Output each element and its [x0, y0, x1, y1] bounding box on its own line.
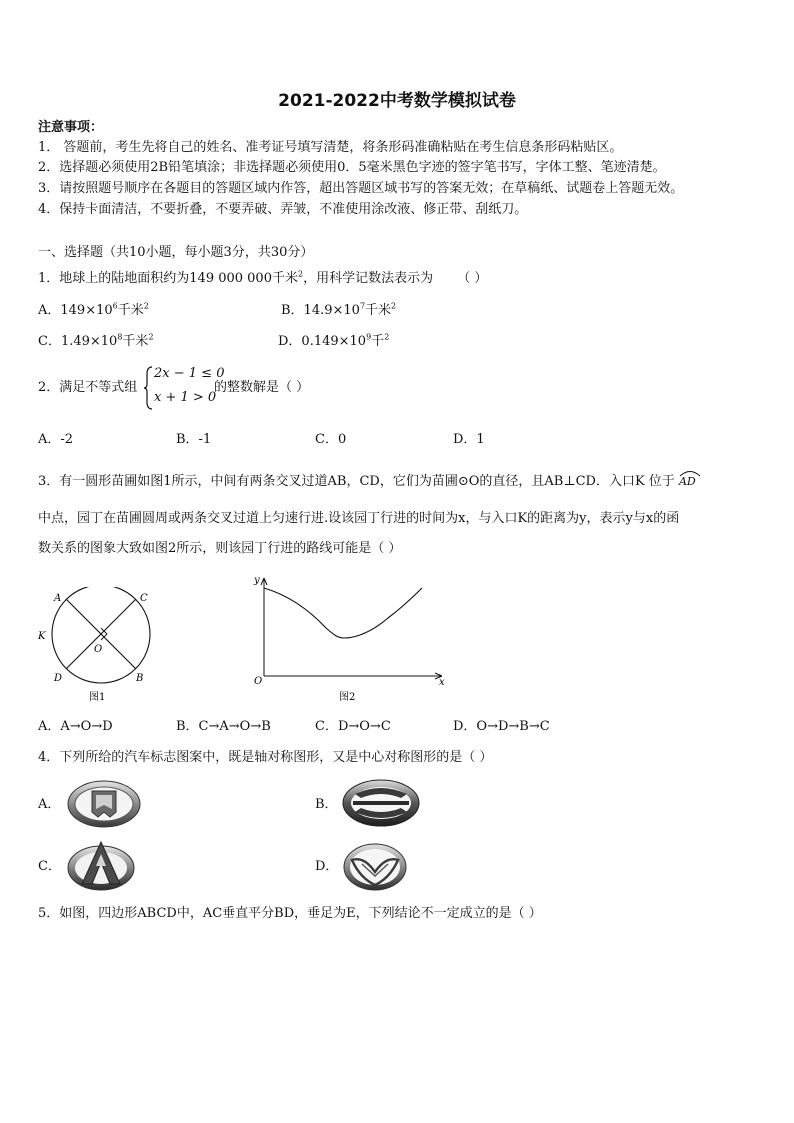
label-k: K	[38, 631, 46, 642]
q1-answer-paren: （ ）	[457, 271, 488, 286]
q3-option-c[interactable]: C．D→O→C	[315, 719, 391, 734]
q2-option-c[interactable]: C．0	[315, 432, 347, 447]
figure-1-caption: 图1	[89, 692, 106, 703]
q1-option-d-exp: 9	[366, 332, 372, 342]
label-a: A	[54, 593, 62, 604]
arc-symbol-icon	[679, 469, 701, 477]
q2-inequality-1: 2x − 1 ≤ 0	[154, 366, 225, 381]
q3-line-3: 数关系的图象大致如图2所示，则该园丁行进的路线可能是（ ）	[38, 541, 402, 556]
q1-option-a-unit-sup: 2	[143, 301, 149, 311]
notice-item-2: 2．选择题必须使用2B铅笔填涂；非选择题必须使用0．5毫米黑色字迹的签字笔书写，字体工整、笔迹清楚。	[38, 160, 666, 175]
page-title: 2021-2022中考数学模拟试卷	[278, 91, 516, 111]
q2-option-b[interactable]: B．-1	[176, 432, 212, 447]
q1-option-c-unit: 千米	[122, 334, 149, 349]
q4-option-c-label[interactable]: C．	[38, 859, 61, 874]
q3-option-a[interactable]: A．A→O→D	[38, 719, 113, 734]
x-axis-label: x	[439, 677, 445, 688]
q4-option-a-label[interactable]: A．	[38, 797, 61, 812]
y-axis-label: y	[254, 575, 260, 586]
q3-arc-letters: AD	[678, 475, 696, 488]
q1-option-a-text: A．149×10	[38, 303, 113, 318]
q1-option-d-text: D．0.149×10	[278, 334, 367, 349]
q1-option-c-text: C．1.49×10	[38, 334, 118, 349]
q1-option-b-unit-sup: 2	[391, 301, 397, 311]
figure-1-circle	[36, 587, 162, 707]
q2-inequality-2: x + 1 > 0	[154, 390, 217, 405]
q1-option-d-unit: 千	[371, 334, 385, 349]
q1-option-b-unit: 千米	[365, 303, 392, 318]
q1-option-a[interactable]	[38, 302, 149, 320]
q1-option-d[interactable]	[278, 333, 389, 351]
notice-heading: 注意事项：	[38, 120, 104, 135]
q1-stem	[38, 270, 487, 288]
q1-stem-sup: 2	[297, 269, 304, 279]
notice-item-1: 1． 答题前，考生先将自己的姓名、准考证号填写清楚，将条形码准确粘贴在考生信息条形码粘贴区。	[38, 140, 623, 155]
q3-arc-label	[679, 473, 696, 491]
q1-stem-tail: ，用科学记数法表示为	[303, 271, 434, 286]
right-angle-mark	[101, 628, 107, 640]
q4-option-b-label[interactable]: B．	[315, 797, 338, 812]
section-heading: 一、选择题（共10小题，每小题3分，共30分）	[38, 245, 314, 260]
mazda-logo-icon	[342, 842, 408, 892]
label-o: O	[94, 644, 103, 655]
q1-option-c[interactable]	[38, 333, 154, 351]
q3-line-2: 中点，园丁在苗圃圆周或两条交叉过道上匀速行进.设该园丁行进的时间为x，与入口K的距离为y，表示y与x的函	[38, 511, 680, 526]
q2-option-a[interactable]: A．-2	[38, 432, 74, 447]
label-c: C	[140, 593, 148, 604]
q1-option-a-unit: 千米	[117, 303, 144, 318]
figure-2-caption: 图2	[339, 692, 356, 703]
q1-stem-text: 1．地球上的陆地面积约为149 000 000千米	[38, 271, 298, 286]
changan-logo-icon	[66, 840, 136, 892]
label-b: B	[136, 673, 144, 684]
q2-stem-post: 的整数解是（ ）	[214, 380, 310, 395]
q1-option-d-unit-sup: 2	[384, 332, 390, 342]
q3-line-1	[38, 473, 696, 491]
q1-option-c-exp: 8	[117, 332, 123, 342]
hino-logo-icon	[341, 778, 421, 828]
q3-line-1-text: 3．有一圆形苗圃如图1所示，中间有两条交叉过道AB，CD，它们为苗圃⊙O的直径，且AB⊥CD．入口K 位于	[38, 474, 675, 489]
q2-stem-pre: 2．满足不等式组	[38, 380, 138, 395]
q1-option-a-exp: 6	[112, 301, 118, 311]
notice-item-3: 3．请按照题号顺序在各题目的答题区域内作答，超出答题区域书写的答案无效；在草稿纸、试题卷上答题无效。	[38, 181, 684, 196]
q2-option-d[interactable]: D．1	[453, 432, 485, 447]
q4-stem: 4．下列所给的汽车标志图案中，既是轴对称图形，又是中心对称图形的是（ ）	[38, 750, 493, 765]
figure-2-graph	[246, 572, 452, 706]
q3-option-b[interactable]: B．C→A→O→B	[176, 719, 271, 734]
great-wall-logo-icon	[66, 779, 142, 829]
q1-option-b-exp: 7	[359, 301, 366, 311]
q3-option-d[interactable]: D．O→D→B→C	[453, 719, 550, 734]
q4-option-d-label[interactable]: D．	[315, 859, 339, 874]
label-d: D	[54, 673, 63, 684]
notice-item-4: 4．保持卡面清洁，不要折叠，不要弄破、弄皱，不准使用涂改液、修正带、刮纸刀。	[38, 202, 528, 217]
origin-label: O	[254, 676, 263, 687]
q1-option-b[interactable]	[281, 302, 396, 320]
q1-option-c-unit-sup: 2	[148, 332, 154, 342]
graph-curve	[264, 588, 422, 638]
q2-brace	[144, 366, 154, 410]
q5-stem: 5．如图，四边形ABCD中，AC垂直平分BD，垂足为E，下列结论不一定成立的是（ ）	[38, 906, 542, 921]
q1-option-b-text: B．14.9×10	[281, 303, 360, 318]
